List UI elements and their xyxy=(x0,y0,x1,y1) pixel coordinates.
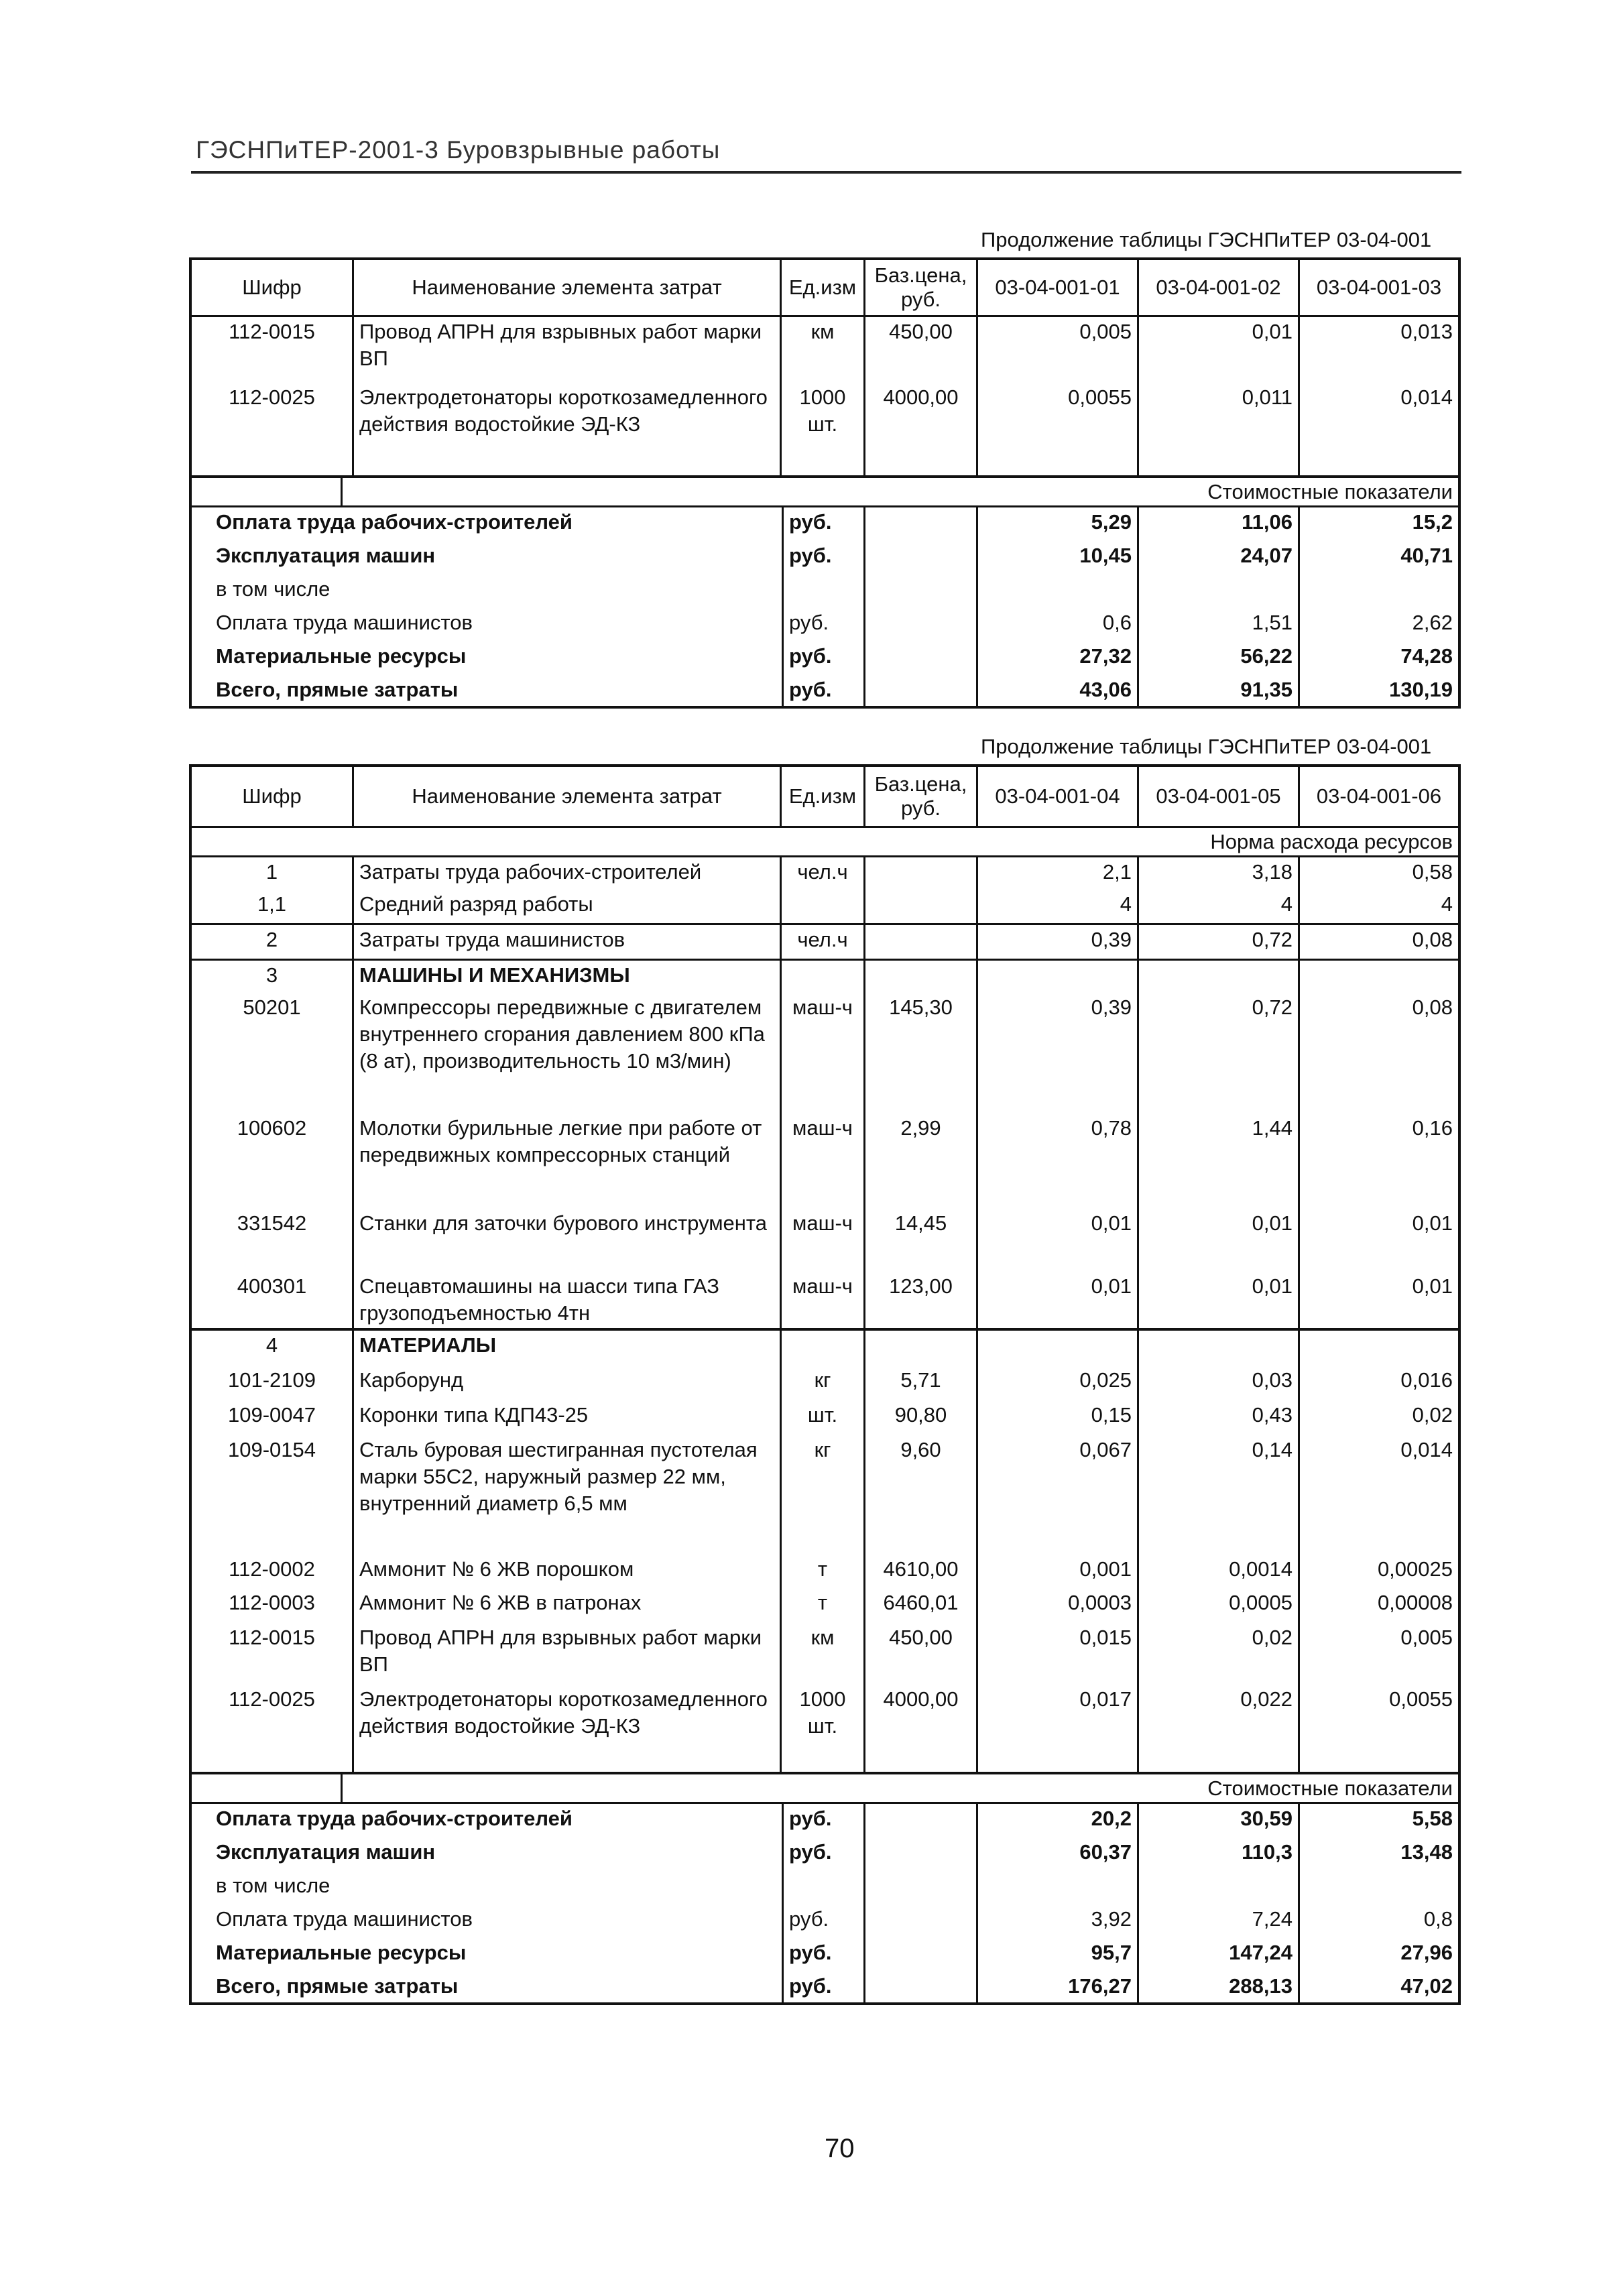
cost-unit: руб. xyxy=(782,1804,865,1837)
cost-value-5: 7,24 xyxy=(1139,1905,1300,1938)
cost-value-1: 27,32 xyxy=(978,642,1139,675)
row-code: 50201 xyxy=(192,993,354,1113)
table-row xyxy=(192,1272,1458,1331)
cost-row xyxy=(192,507,1458,541)
row-value-6: 0,00025 xyxy=(1377,1557,1453,1581)
header-rule xyxy=(191,171,1461,174)
cost-value-3: 15,2 xyxy=(1412,510,1453,534)
row-code: 112-0003 xyxy=(192,1588,354,1623)
table-row xyxy=(192,1623,1458,1685)
col-price-header: Баз.цена, руб. xyxy=(865,767,978,826)
table-row xyxy=(192,925,1458,961)
table-row xyxy=(192,961,1458,993)
row-unit: кг xyxy=(782,1435,865,1555)
cost-price-empty xyxy=(865,1837,978,1871)
table-row xyxy=(192,993,1458,1113)
row-value-4 xyxy=(978,1331,1139,1366)
row-unit: кг xyxy=(782,1366,865,1400)
row-value-4: 4 xyxy=(978,890,1139,923)
cost-value-1 xyxy=(978,575,1139,608)
cost-name: Оплата труда рабочих-строителей xyxy=(216,510,573,534)
row-value-5: 0,14 xyxy=(1139,1435,1300,1555)
row-value-4: 0,0003 xyxy=(978,1588,1139,1623)
cost-value-4: 60,37 xyxy=(978,1837,1139,1871)
table1-header-row xyxy=(192,260,1458,317)
row-code: 3 xyxy=(192,961,354,993)
row-price xyxy=(865,890,978,923)
row-code: 100602 xyxy=(192,1113,354,1209)
row-price: 450,00 xyxy=(865,1623,978,1685)
row-value-1: 0,0055 xyxy=(978,383,1139,475)
row-name: Сталь буровая шестигранная пустотелая марки 55С2, наружный размер 22 мм, внутренний диаметр 6,5 мм xyxy=(354,1435,782,1555)
table-row xyxy=(192,1435,1458,1555)
row-code: 400301 xyxy=(192,1272,354,1328)
row-unit: чел.ч xyxy=(782,925,865,959)
row-value-5 xyxy=(1139,1331,1300,1366)
cost-value-1: 0,6 xyxy=(978,608,1139,642)
cost-unit: руб. xyxy=(782,608,865,642)
cost-unit: руб. xyxy=(782,1905,865,1938)
row-unit: т xyxy=(782,1588,865,1623)
row-name: Провод АПРН для взрывных работ марки ВП xyxy=(354,1623,782,1685)
resource-norm-band xyxy=(192,828,1458,857)
cost-value-5: 110,3 xyxy=(1139,1837,1300,1871)
cost-unit: руб. xyxy=(782,675,865,706)
table-row xyxy=(192,1113,1458,1209)
row-value-5: 0,02 xyxy=(1139,1623,1300,1685)
cost-value-5: 288,13 xyxy=(1139,1972,1300,2002)
row-price xyxy=(865,925,978,959)
cost-name: Эксплуатация машин xyxy=(216,1840,436,1864)
cost-name: Материальные ресурсы xyxy=(216,1941,467,1964)
band-label: Норма расхода ресурсов xyxy=(1210,829,1453,853)
row-name: Молотки бурильные легкие при работе от передвижных компрессорных станций xyxy=(354,1113,782,1209)
cost-row xyxy=(192,1938,1458,1972)
row-code: 1,1 xyxy=(192,890,354,923)
cost-price-empty xyxy=(865,1938,978,1972)
row-value-4: 0,39 xyxy=(978,993,1139,1113)
row-price: 4000,00 xyxy=(865,383,978,475)
col-variant-5-header: 03-04-001-05 xyxy=(1139,767,1300,826)
row-code: 112-0015 xyxy=(192,317,354,383)
row-unit: км xyxy=(782,1623,865,1685)
row-code: 4 xyxy=(192,1331,354,1366)
cost-value-4: 3,92 xyxy=(978,1905,1139,1938)
row-value-4: 0,15 xyxy=(978,1400,1139,1435)
cost-value-2: 1,51 xyxy=(1139,608,1300,642)
cost-value-3: 74,28 xyxy=(1400,644,1453,668)
cost-row xyxy=(192,675,1458,706)
row-value-1: 0,005 xyxy=(978,317,1139,383)
row-name: Средний разряд работы xyxy=(354,890,782,923)
row-code: 101-2109 xyxy=(192,1366,354,1400)
row-price: 2,99 xyxy=(865,1113,978,1209)
row-value-4: 0,39 xyxy=(978,925,1139,959)
cost-row xyxy=(192,642,1458,675)
row-price: 14,45 xyxy=(865,1209,978,1272)
row-code: 112-0025 xyxy=(192,1685,354,1772)
table-row xyxy=(192,1685,1458,1772)
cost-value-6: 47,02 xyxy=(1400,1974,1453,1998)
cost-name: Оплата труда машинистов xyxy=(216,611,473,634)
cost-unit: руб. xyxy=(782,1938,865,1972)
row-code: 331542 xyxy=(192,1209,354,1272)
col-name-header: Наименование элемента затрат xyxy=(354,260,782,315)
cost-value-3: 130,19 xyxy=(1389,678,1453,701)
row-unit: т xyxy=(782,1555,865,1588)
row-value-6: 4 xyxy=(1441,892,1453,916)
cost-value-6: 5,58 xyxy=(1412,1807,1453,1830)
row-value-5: 0,01 xyxy=(1139,1272,1300,1328)
row-code: 2 xyxy=(192,925,354,959)
row-value-5: 0,0014 xyxy=(1139,1555,1300,1588)
cost-unit: руб. xyxy=(782,541,865,575)
row-price: 90,80 xyxy=(865,1400,978,1435)
row-name: Компрессоры передвижные с двигателем внутреннего сгорания давлением 800 кПа (8 ат), производительность 10 м3/мин) xyxy=(354,993,782,1113)
row-code: 109-0047 xyxy=(192,1400,354,1435)
cost-price-empty xyxy=(865,541,978,575)
row-value-5: 0,022 xyxy=(1139,1685,1300,1772)
cost-unit: руб. xyxy=(782,507,865,541)
table-row xyxy=(192,1555,1458,1588)
cost-value-2: 24,07 xyxy=(1139,541,1300,575)
row-value-6: 0,0055 xyxy=(1389,1687,1453,1711)
col-name-header: Наименование элемента затрат xyxy=(354,767,782,826)
row-unit: маш-ч xyxy=(782,1113,865,1209)
cost-price-empty xyxy=(865,1972,978,2002)
row-value-5 xyxy=(1139,961,1300,993)
table-row xyxy=(192,1209,1458,1272)
row-value-4: 0,01 xyxy=(978,1209,1139,1272)
row-value-6: 0,01 xyxy=(1412,1274,1453,1298)
row-value-3: 0,014 xyxy=(1400,385,1453,409)
col-unit-header: Ед.изм xyxy=(782,767,865,826)
cost-unit: руб. xyxy=(782,1972,865,2002)
cost-value-1: 10,45 xyxy=(978,541,1139,575)
row-unit: маш-ч xyxy=(782,1272,865,1328)
band-label: Стоимостные показатели xyxy=(1207,479,1453,503)
table-row xyxy=(192,1331,1458,1366)
row-value-6 xyxy=(1300,961,1458,993)
table-row xyxy=(192,1588,1458,1623)
row-unit xyxy=(782,961,865,993)
row-name: МАШИНЫ И МЕХАНИЗМЫ xyxy=(354,961,782,993)
row-value-5: 0,72 xyxy=(1139,993,1300,1113)
row-name: Электродетонаторы короткозамедленного действия водостойкие ЭД-КЗ xyxy=(354,383,782,475)
cost-value-5: 147,24 xyxy=(1139,1938,1300,1972)
cost-price-empty xyxy=(865,642,978,675)
cost-name: Всего, прямые затраты xyxy=(216,1974,459,1998)
table2 xyxy=(189,764,1461,2005)
row-code: 112-0025 xyxy=(192,383,354,475)
row-price: 9,60 xyxy=(865,1435,978,1555)
row-unit xyxy=(782,890,865,923)
cost-value-2: 11,06 xyxy=(1139,507,1300,541)
row-price: 6460,01 xyxy=(865,1588,978,1623)
row-price xyxy=(865,1331,978,1366)
row-unit: 1000 шт. xyxy=(782,383,865,475)
cost-value-6: 0,8 xyxy=(1423,1907,1453,1931)
cost-row xyxy=(192,575,1458,608)
row-value-5: 0,01 xyxy=(1139,1209,1300,1272)
row-name: Карборунд xyxy=(354,1366,782,1400)
row-code: 112-0002 xyxy=(192,1555,354,1588)
row-name: Затраты труда рабочих-строителей xyxy=(354,857,782,890)
row-name: Коронки типа КДП43-25 xyxy=(354,1400,782,1435)
row-value-6: 0,16 xyxy=(1412,1116,1453,1140)
row-value-4: 0,025 xyxy=(978,1366,1139,1400)
col-variant-4-header: 03-04-001-04 xyxy=(978,767,1139,826)
cost-value-2: 56,22 xyxy=(1139,642,1300,675)
row-price xyxy=(865,857,978,890)
cost-value-4: 176,27 xyxy=(978,1972,1139,2002)
row-unit: км xyxy=(782,317,865,383)
row-value-6: 0,00008 xyxy=(1377,1591,1453,1614)
row-value-2: 0,011 xyxy=(1139,383,1300,475)
table-row xyxy=(192,890,1458,925)
col-unit-header: Ед.изм xyxy=(782,260,865,315)
cost-value-6: 27,96 xyxy=(1400,1941,1453,1964)
row-value-6: 0,02 xyxy=(1412,1403,1453,1427)
row-unit xyxy=(782,1331,865,1366)
cost-value-2 xyxy=(1139,575,1300,608)
col-variant-1-header: 03-04-001-01 xyxy=(978,260,1139,315)
row-value-5: 3,18 xyxy=(1139,857,1300,890)
row-value-4: 0,067 xyxy=(978,1435,1139,1555)
row-value-4: 0,017 xyxy=(978,1685,1139,1772)
row-value-6: 0,08 xyxy=(1412,995,1453,1019)
row-unit: шт. xyxy=(782,1400,865,1435)
cost-unit: руб. xyxy=(782,642,865,675)
row-value-5: 1,44 xyxy=(1139,1113,1300,1209)
row-value-4: 2,1 xyxy=(978,857,1139,890)
cost-price-empty xyxy=(865,1804,978,1837)
table-row xyxy=(192,1400,1458,1435)
table-row xyxy=(192,1366,1458,1400)
cost-price-empty xyxy=(865,1905,978,1938)
row-value-4 xyxy=(978,961,1139,993)
col-code-header: Шифр xyxy=(192,767,354,826)
cost-price-empty xyxy=(865,507,978,541)
cost-row xyxy=(192,1804,1458,1837)
row-unit: маш-ч xyxy=(782,1209,865,1272)
row-price: 450,00 xyxy=(865,317,978,383)
cost-indicators-band xyxy=(192,1772,1458,1804)
band-lead-cell xyxy=(192,478,343,505)
cost-row xyxy=(192,608,1458,642)
row-price xyxy=(865,961,978,993)
col-price-header: Баз.цена, руб. xyxy=(865,260,978,315)
col-variant-3-header: 03-04-001-03 xyxy=(1316,276,1442,299)
row-value-5: 0,72 xyxy=(1139,925,1300,959)
cost-value-4: 20,2 xyxy=(978,1804,1139,1837)
page-number: 70 xyxy=(825,2134,855,2163)
cost-name: Эксплуатация машин xyxy=(216,544,436,567)
row-value-4: 0,78 xyxy=(978,1113,1139,1209)
row-value-5: 0,03 xyxy=(1139,1366,1300,1400)
row-price: 4610,00 xyxy=(865,1555,978,1588)
row-value-4: 0,015 xyxy=(978,1623,1139,1685)
row-value-5: 0,43 xyxy=(1139,1400,1300,1435)
col-variant-2-header: 03-04-001-02 xyxy=(1139,260,1300,315)
cost-value-6: 13,48 xyxy=(1400,1840,1453,1864)
row-unit: чел.ч xyxy=(782,857,865,890)
cost-value-3: 40,71 xyxy=(1400,544,1453,567)
cost-row xyxy=(192,1972,1458,2002)
row-value-6: 0,01 xyxy=(1412,1211,1453,1235)
cost-name: в том числе xyxy=(216,577,330,601)
row-value-5: 0,0005 xyxy=(1139,1588,1300,1623)
col-code-header: Шифр xyxy=(192,260,354,315)
cost-price-empty xyxy=(865,675,978,706)
table1-caption: Продолжение таблицы ГЭСНПиТЕР 03-04-001 xyxy=(981,228,1432,251)
running-head: ГЭСНПиТЕР-2001-3 Буровзрывные работы xyxy=(196,136,721,164)
cost-row xyxy=(192,1837,1458,1871)
col-variant-6-header: 03-04-001-06 xyxy=(1316,784,1442,808)
row-price: 123,00 xyxy=(865,1272,978,1328)
cost-value-1: 5,29 xyxy=(978,507,1139,541)
row-name: Спецавтомашины на шасси типа ГАЗ грузоподъемностью 4тн xyxy=(354,1272,782,1328)
row-name: Аммонит № 6 ЖВ порошком xyxy=(354,1555,782,1588)
cost-value-2: 91,35 xyxy=(1139,675,1300,706)
cost-name: в том числе xyxy=(216,1874,330,1897)
row-unit: маш-ч xyxy=(782,993,865,1113)
cost-name: Оплата труда машинистов xyxy=(216,1907,473,1931)
cost-value-4 xyxy=(978,1871,1139,1905)
cost-unit xyxy=(782,1871,865,1905)
cost-value-4: 95,7 xyxy=(978,1938,1139,1972)
row-code: 109-0154 xyxy=(192,1435,354,1555)
cost-row xyxy=(192,541,1458,575)
cost-price-empty xyxy=(865,1871,978,1905)
row-value-3: 0,013 xyxy=(1400,320,1453,343)
cost-unit: руб. xyxy=(782,1837,865,1871)
cost-price-empty xyxy=(865,608,978,642)
row-price: 5,71 xyxy=(865,1366,978,1400)
table2-caption: Продолжение таблицы ГЭСНПиТЕР 03-04-001 xyxy=(981,735,1432,758)
band-lead-cell xyxy=(192,1774,343,1802)
row-value-4: 0,001 xyxy=(978,1555,1139,1588)
cost-unit xyxy=(782,575,865,608)
cost-name: Оплата труда рабочих-строителей xyxy=(216,1807,573,1830)
row-name: Станки для заточки бурового инструмента xyxy=(354,1209,782,1272)
row-value-6: 0,016 xyxy=(1400,1368,1453,1392)
row-name: Затраты труда машинистов xyxy=(354,925,782,959)
row-value-2: 0,01 xyxy=(1139,317,1300,383)
cost-indicators-band xyxy=(192,475,1458,507)
row-name: Электродетонаторы короткозамедленного действия водостойкие ЭД-КЗ xyxy=(354,1685,782,1772)
cost-row xyxy=(192,1871,1458,1905)
row-value-6: 0,005 xyxy=(1400,1626,1453,1649)
row-value-6: 0,014 xyxy=(1400,1438,1453,1461)
table-row xyxy=(192,383,1458,475)
cost-price-empty xyxy=(865,575,978,608)
cost-name: Всего, прямые затраты xyxy=(216,678,459,701)
row-price: 145,30 xyxy=(865,993,978,1113)
row-name: Провод АПРН для взрывных работ марки ВП xyxy=(354,317,782,383)
row-value-6 xyxy=(1300,1331,1458,1366)
table2-header-row xyxy=(192,767,1458,828)
cost-value-5: 30,59 xyxy=(1139,1804,1300,1837)
cost-row xyxy=(192,1905,1458,1938)
cost-value-1: 43,06 xyxy=(978,675,1139,706)
row-value-6: 0,08 xyxy=(1412,928,1453,951)
row-code: 1 xyxy=(192,857,354,890)
cost-value-6 xyxy=(1300,1871,1458,1905)
row-value-6: 0,58 xyxy=(1412,860,1453,884)
row-value-5: 4 xyxy=(1139,890,1300,923)
row-name: МАТЕРИАЛЫ xyxy=(354,1331,782,1366)
cost-value-5 xyxy=(1139,1871,1300,1905)
row-price: 4000,00 xyxy=(865,1685,978,1772)
table-row xyxy=(192,317,1458,383)
row-value-4: 0,01 xyxy=(978,1272,1139,1328)
cost-name: Материальные ресурсы xyxy=(216,644,467,668)
cost-value-3: 2,62 xyxy=(1412,611,1453,634)
row-code: 112-0015 xyxy=(192,1623,354,1685)
cost-value-3 xyxy=(1300,575,1458,608)
row-name: Аммонит № 6 ЖВ в патронах xyxy=(354,1588,782,1623)
row-unit: 1000 шт. xyxy=(782,1685,865,1772)
band-label: Стоимостные показатели xyxy=(1207,1776,1453,1800)
table1 xyxy=(189,257,1461,709)
table-row xyxy=(192,857,1458,890)
